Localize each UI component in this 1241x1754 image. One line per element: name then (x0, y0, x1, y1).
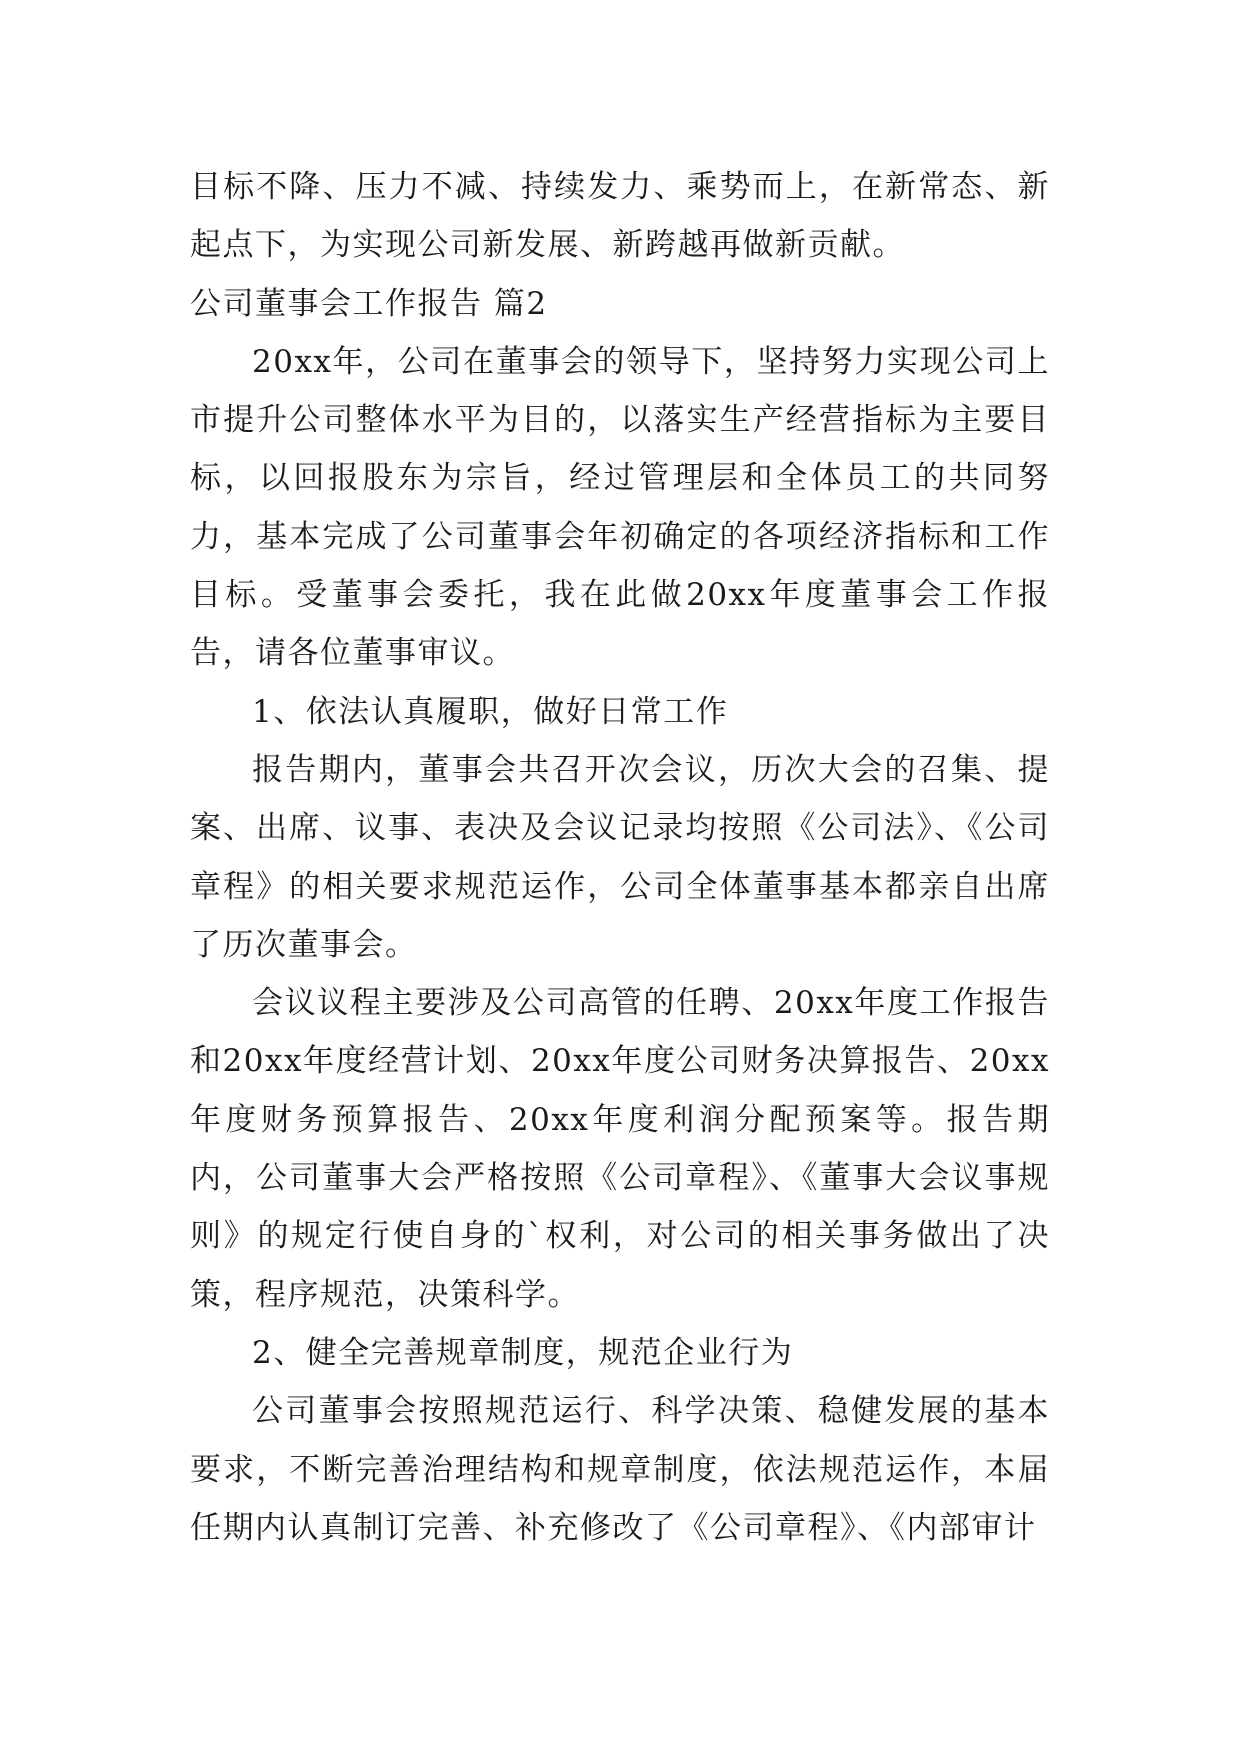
section-heading-1: 1、依法认真履职，做好日常工作 (252, 693, 729, 730)
report-title: 公司董事会工作报告 篇2 (190, 285, 548, 322)
paragraph-continuation: 目标不降、压力不减、持续发力、乘势而上，在新常态、新起点下，为实现公司新发展、新跨越再做新贡献。 (190, 169, 1050, 264)
paragraph-agenda: 会议议程主要涉及公司高管的任聘、20xx年度工作报告和20xx年度经营计划、20xx年度公司财务决算报告、20xx年度财务预算报告、20xx年度利润分配预案等。报告期内，公司董事大会严格按照《公司章程》、《董事大会议事规则》的规定行使自身的`权利，对公司的相关事务做出了决策，程序规范，决策科学。 (190, 985, 1050, 1313)
document-body (190, 158, 1050, 1557)
paragraph-meetings: 报告期内，董事会共召开次会议，历次大会的召集、提案、出席、议事、表决及会议记录均按照《公司法》、《公司章程》的相关要求规范运作，公司全体董事基本都亲自出席了历次董事会。 (190, 751, 1050, 963)
section-heading-2: 2、健全完善规章制度，规范企业行为 (252, 1334, 794, 1371)
paragraph-intro: 20xx年，公司在董事会的领导下，坚持努力实现公司上市提升公司整体水平为目的，以落实生产经营指标为主要目标，以回报股东为宗旨，经过管理层和全体员工的共同努力，基本完成了公司董事会年初确定的各项经济指标和工作目标。受董事会委托，我在此做20xx年度董事会工作报告，请各位董事审议。 (190, 343, 1050, 672)
paragraph-regulations: 公司董事会按照规范运行、科学决策、稳健发展的基本要求，不断完善治理结构和规章制度，依法规范运作，本届任期内认真制订完善、补充修改了《公司章程》、《内部审计 (190, 1393, 1050, 1546)
